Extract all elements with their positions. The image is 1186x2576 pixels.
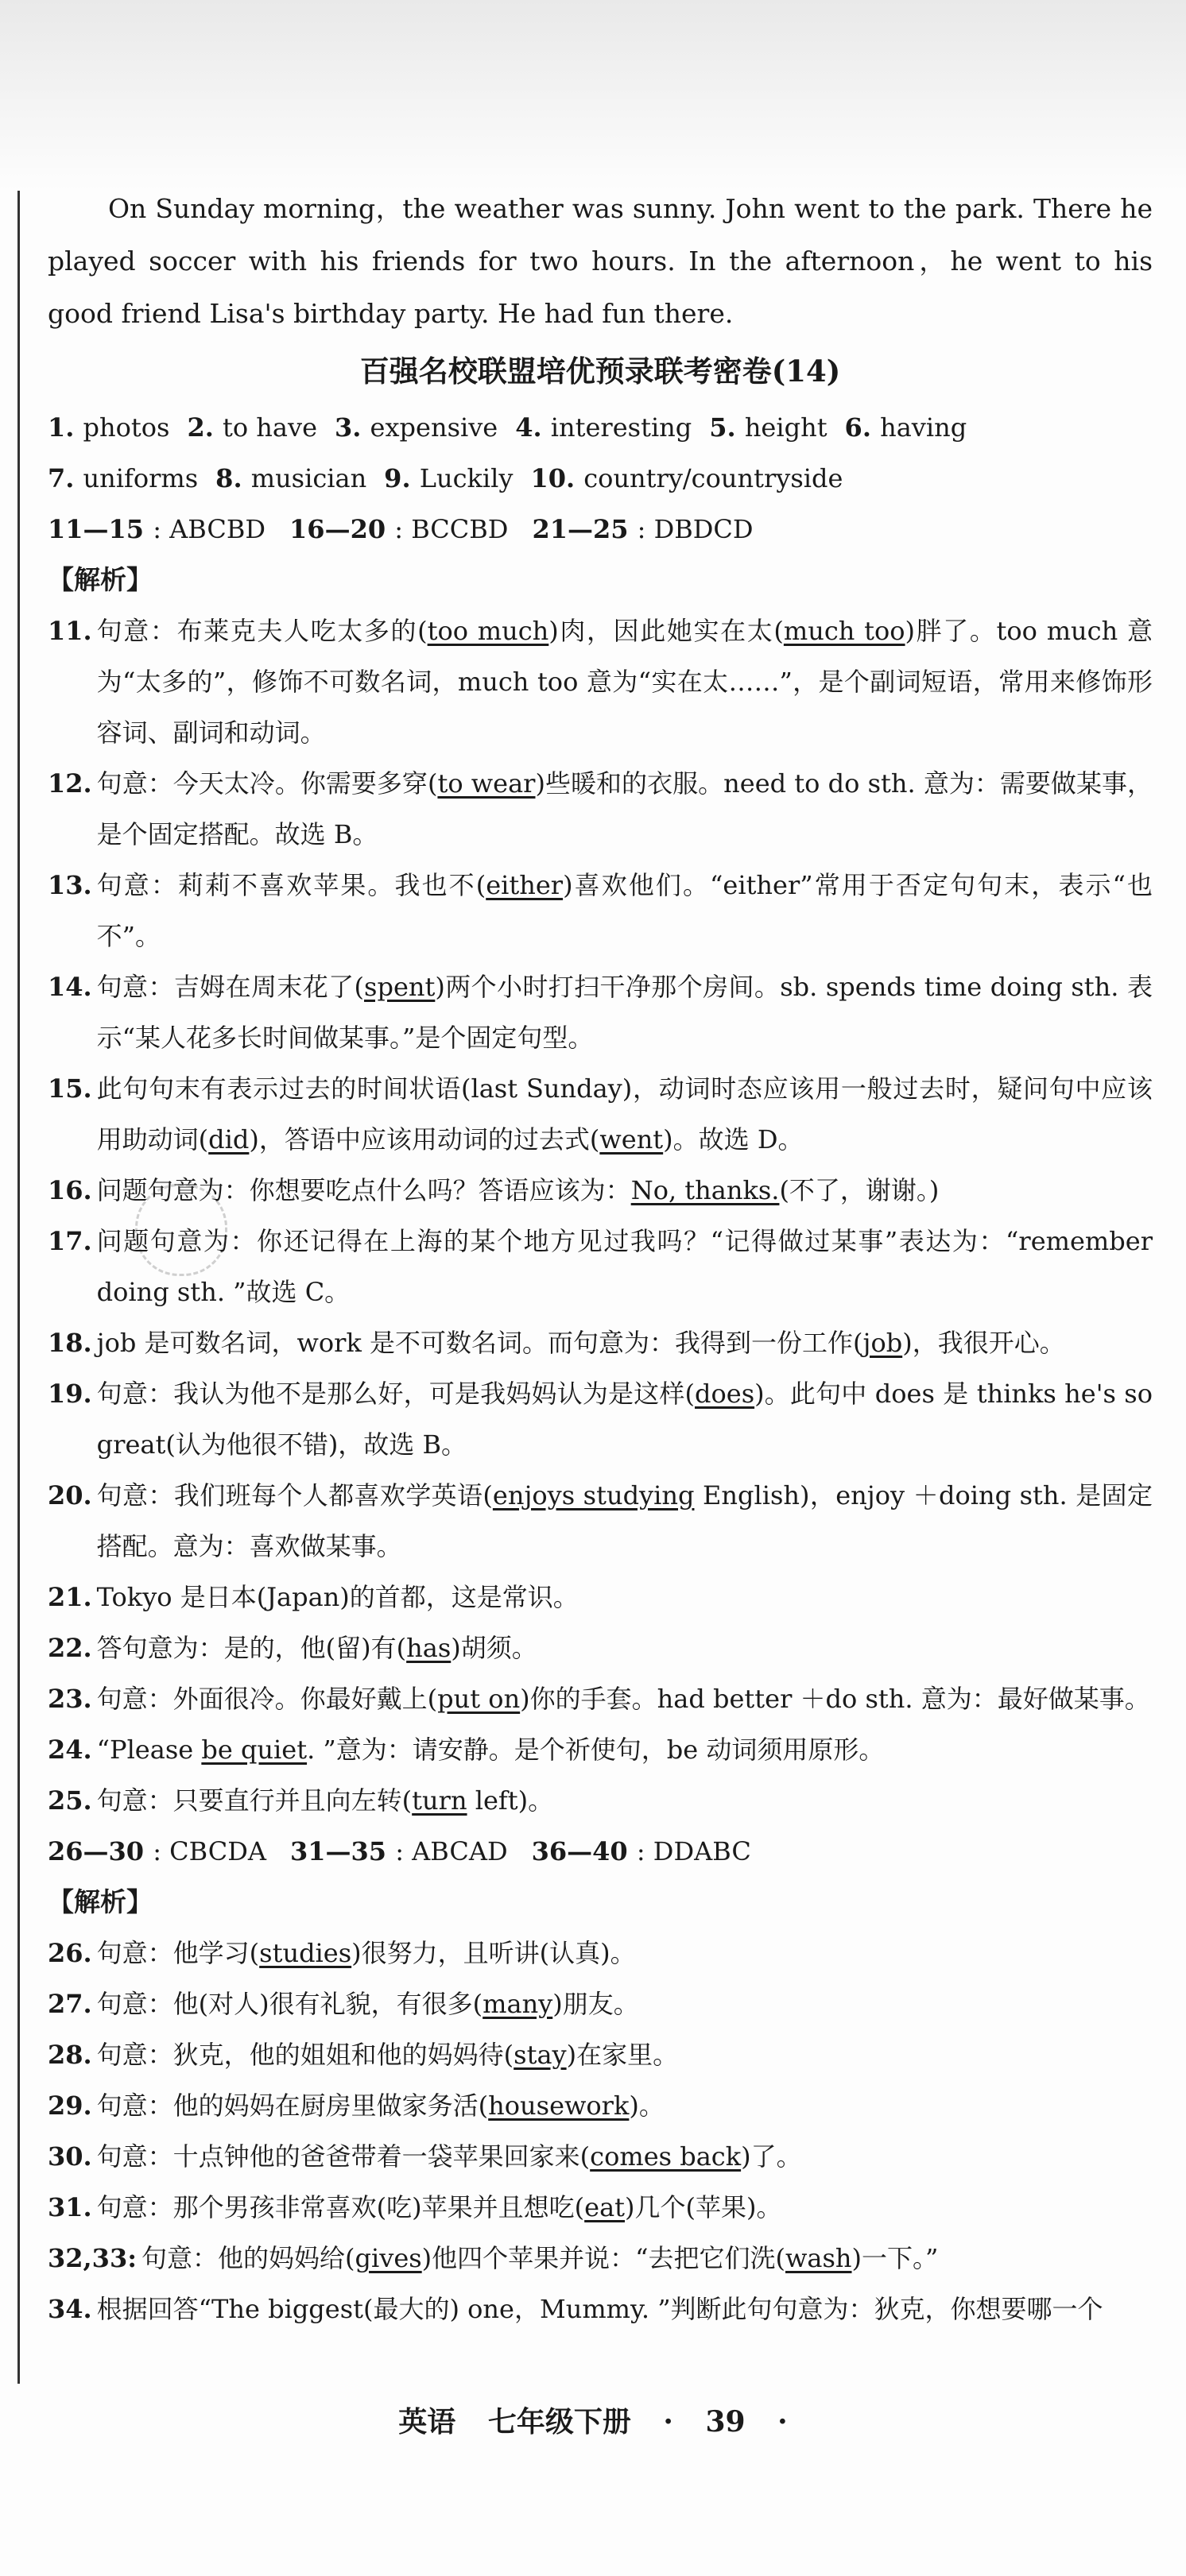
answer-number: 10. (530, 463, 584, 493)
footer-bullet: · (663, 2405, 673, 2439)
page-number: 39 (705, 2405, 746, 2439)
answer-number: 4. (515, 412, 551, 443)
answer-underline: gives (355, 2243, 422, 2273)
item-number: 28. (48, 2040, 92, 2070)
text-segment: 句意：他的妈妈在厨房里做家务活( (96, 2091, 489, 2121)
analysis-item (48, 860, 1153, 961)
text-segment: 句意：莉莉不喜欢苹果。我也不( (96, 870, 486, 900)
analysis-item (48, 1724, 1153, 1775)
text-segment: )很努力，且听讲(认真)。 (351, 1938, 636, 1968)
answer-text: : DDABC (636, 1836, 751, 1866)
mc-answers-row-1 (48, 504, 1153, 555)
item-number: 32,33: (48, 2243, 138, 2273)
item-text (97, 2182, 1153, 2233)
item-text (97, 1623, 1153, 1673)
item-text (97, 1673, 1153, 1724)
item-number: 30. (48, 2141, 92, 2172)
item-text (97, 860, 1153, 961)
text-segment: 句意：他(对人)很有礼貌，有很多( (96, 1989, 483, 2019)
intro-paragraph: On Sunday morning，the weather was sunny. John went to the park. There he played soccer with his friends for two hours. In the afternoon，he went to his good friend Lisa's birthday party. He had fun there. (48, 193, 1153, 329)
text-segment: 句意：布莱克夫人吃太多的( (96, 616, 428, 646)
item-number: 14. (48, 972, 92, 1002)
answer-underline: much too (783, 616, 905, 646)
text-segment: )你的手套。had better ＋do sth. 意为：最好做某事。 (520, 1684, 1150, 1714)
item-number: 26. (48, 1938, 92, 1968)
answer-underline: has (406, 1633, 452, 1663)
analysis-item (48, 1216, 1153, 1317)
footer-grade: 七年级下册 (487, 2405, 631, 2439)
item-number: 31. (48, 2192, 92, 2222)
answer-text: photos (83, 412, 170, 443)
answer-item (709, 412, 827, 443)
text-segment: 句意：他学习( (96, 1938, 260, 1968)
answer-item (532, 1836, 751, 1866)
analysis-item (48, 1673, 1153, 1724)
answer-underline: housework (488, 2091, 630, 2121)
item-text (97, 1216, 1153, 1317)
answer-text: interesting (550, 412, 692, 443)
analysis-item (48, 2131, 1153, 2182)
answer-number: 5. (709, 412, 745, 443)
text-segment: )他四个苹果并说：“去把它们洗( (421, 2243, 786, 2273)
answer-text: : CBCDA (153, 1836, 266, 1866)
item-number: 16. (48, 1175, 92, 1205)
answer-underline: wash (785, 2243, 852, 2273)
analysis-item (48, 1775, 1153, 1826)
item-text (97, 1572, 1153, 1623)
answer-text: country/countryside (583, 463, 843, 493)
analysis-item (48, 2029, 1153, 2080)
text-segment: )两个小时打扫干净那个房间。sb. spends time doing sth. 表示“某人花多长时间做某事。”是个固定句型。 (96, 972, 1153, 1053)
analysis-item (48, 1368, 1153, 1470)
text-segment: )胖了。too much 意为“太多的”，修饰不可数名词，much too 意为“实在太……”，是个副词短语，常用来修饰形容词、副词和动词。 (96, 616, 1153, 748)
text-segment: )肉，因此她实在太( (548, 616, 784, 646)
answer-number: 36—40 (531, 1836, 637, 1866)
answer-underline: No, thanks. (630, 1175, 780, 1205)
text-segment: 问题句意为：你还记得在上海的某个地方见过我吗？“记得做过某事”表达为：“remember doing sth. ”故选 C。 (96, 1226, 1153, 1307)
analysis-item (48, 1063, 1153, 1165)
answer-item (187, 412, 317, 443)
text-segment: . ”意为：请安静。是个祈使句，be 动词须用原形。 (307, 1735, 885, 1765)
analysis-item (48, 2284, 1153, 2334)
text-segment: job 是可数名词，work 是不可数名词。而句意为：我得到一份工作( (96, 1328, 863, 1358)
answer-number: 21—25 (532, 514, 638, 544)
text-segment: )喜欢他们。“either”常用于否定句句末，表示“也不”。 (96, 870, 1153, 951)
answer-underline: studies (259, 1938, 352, 1968)
answer-underline: put on (437, 1684, 521, 1714)
item-text (97, 1775, 1153, 1826)
content (48, 183, 1153, 2334)
answer-number: 11—15 (48, 514, 153, 544)
page-footer (0, 2400, 1186, 2440)
item-number: 19. (48, 1379, 92, 1409)
item-text (97, 1978, 1153, 2029)
answer-number: 2. (187, 412, 223, 443)
answer-underline: job (862, 1328, 903, 1358)
text-segment: 句意：吉姆在周末花了( (96, 972, 365, 1002)
text-segment: )。此句中 does 是 thinks he's so great(认为他很不错)，故选 B。 (96, 1379, 1153, 1460)
answer-item (48, 514, 265, 544)
text-segment: 根据回答“The biggest(最大的) one，Mummy. ”判断此句句意为：狄克，你想要哪一个 (96, 2294, 1103, 2324)
text-segment: 此句句末有表示过去的时间状语(last Sunday)，动词时态应该用一般过去时，疑问句中应该用助动词( (96, 1073, 1153, 1155)
item-number: 34. (48, 2294, 92, 2324)
answer-item (530, 463, 843, 493)
text-segment: Tokyo 是日本(Japan)的首都，这是常识。 (96, 1582, 579, 1612)
mc-answers-row-2 (48, 1826, 1153, 1877)
text-segment: )，我很开心。 (902, 1328, 1065, 1358)
answer-item (48, 1836, 266, 1866)
text-segment: 句意：十点钟他的爸爸带着一袋苹果回家来( (96, 2141, 591, 2172)
section-title: 百强名校联盟培优预录联考密卷(14) (359, 354, 841, 389)
analysis-item (48, 2080, 1153, 2131)
analysis-item (48, 1572, 1153, 1623)
answer-item (290, 1836, 508, 1866)
answer-underline: did (208, 1124, 250, 1155)
item-number: 22. (48, 1633, 92, 1663)
answer-text: having (880, 412, 967, 443)
footer-bullet: · (777, 2405, 788, 2439)
answer-item (515, 412, 692, 443)
item-number: 15. (48, 1073, 92, 1104)
text-segment: English)，enjoy ＋doing sth. 是固定搭配。意为：喜欢做某事。 (96, 1480, 1153, 1561)
answer-underline: to wear (437, 768, 536, 799)
analysis-item (48, 1623, 1153, 1673)
answer-underline: spent (364, 972, 436, 1002)
answer-underline: stay (514, 2040, 567, 2070)
answer-text: height (744, 412, 827, 443)
item-text (97, 2080, 1153, 2131)
item-text (97, 2029, 1153, 2080)
text-segment: )了。 (741, 2141, 802, 2172)
answer-item (532, 514, 753, 544)
text-segment: (不了，谢谢。) (779, 1175, 940, 1205)
item-text (97, 961, 1153, 1063)
analysis-item (48, 1978, 1153, 2029)
answer-text: : DBDCD (637, 514, 754, 544)
item-text (97, 1317, 1153, 1368)
answer-item (215, 463, 366, 493)
answer-number: 3. (335, 412, 370, 443)
text-segment: 句意：那个男孩非常喜欢(吃)苹果并且想吃( (96, 2192, 585, 2222)
answer-text: Luckily (419, 463, 514, 493)
text-segment: left)。 (467, 1785, 554, 1816)
text-segment: )，答语中应该用动词的过去式( (249, 1124, 600, 1155)
answer-number: 31—35 (290, 1836, 396, 1866)
analysis-item (48, 2233, 1153, 2284)
item-text (141, 2233, 1153, 2284)
text-segment: )一下。” (851, 2243, 939, 2273)
text-segment: 句意：只要直行并且向左转( (96, 1785, 413, 1816)
item-number: 21. (48, 1582, 92, 1612)
answer-item (845, 412, 967, 443)
answer-number: 1. (48, 412, 83, 443)
item-text (97, 758, 1153, 860)
answer-number: 16—20 (289, 514, 395, 544)
answer-number: 6. (844, 412, 881, 443)
item-text (97, 2284, 1153, 2334)
answer-number: 7. (48, 463, 83, 493)
analysis-item (48, 1470, 1153, 1572)
item-text (97, 1063, 1153, 1165)
item-text (97, 1724, 1153, 1775)
text-segment: )几个(苹果)。 (625, 2192, 782, 2222)
analysis-item (48, 1317, 1153, 1368)
item-text (97, 2131, 1153, 2182)
answer-underline: does (695, 1379, 755, 1409)
text-segment: )。故选 D。 (663, 1124, 804, 1155)
analysis-list-2 (48, 1928, 1153, 2334)
answer-item (48, 412, 169, 443)
item-text (97, 1165, 1153, 1216)
answer-text: expensive (370, 412, 498, 443)
margin-rule (17, 191, 20, 2384)
answer-text: musician (250, 463, 367, 493)
text-segment: 句意：我认为他不是那么好，可是我妈妈认为是这样( (96, 1379, 695, 1409)
answer-item (335, 412, 498, 443)
analysis-item (48, 1165, 1153, 1216)
analysis-item (48, 605, 1153, 758)
text-segment: )胡须。 (451, 1633, 537, 1663)
analysis-heading-2: 【解析】 (48, 1886, 153, 1917)
analysis-item (48, 1928, 1153, 1978)
item-text (97, 1368, 1153, 1470)
text-segment: 句意：狄克，他的姐姐和他的妈妈待( (96, 2040, 514, 2070)
answers-row-2 (48, 453, 1153, 504)
text-segment: )。 (629, 2091, 665, 2121)
text-segment: 句意：今天太冷。你需要多穿( (96, 768, 438, 799)
answer-item (48, 463, 198, 493)
item-text (97, 605, 1153, 758)
item-number: 25. (48, 1785, 92, 1816)
item-number: 29. (48, 2091, 92, 2121)
text-segment: 句意：我们班每个人都喜欢学英语( (96, 1480, 493, 1510)
answer-underline: too much (427, 616, 549, 646)
answer-text: : ABCAD (395, 1836, 508, 1866)
item-number: 12. (48, 768, 92, 799)
analysis-item (48, 758, 1153, 860)
answer-text: uniforms (83, 463, 199, 493)
answer-item (289, 514, 508, 544)
text-segment: 句意：他的妈妈给( (141, 2243, 355, 2273)
analysis-list-1 (48, 605, 1153, 1826)
answer-text: to have (223, 412, 317, 443)
answer-underline: be quiet (201, 1735, 308, 1765)
analysis-item (48, 961, 1153, 1063)
item-number: 24. (48, 1735, 92, 1765)
item-text (97, 1928, 1153, 1978)
item-number: 20. (48, 1480, 92, 1510)
answer-underline: eat (584, 2192, 626, 2222)
answer-underline: enjoys studying (492, 1480, 695, 1510)
answer-text: : BCCBD (394, 514, 509, 544)
answer-underline: many (483, 1989, 553, 2019)
item-number: 17. (48, 1226, 92, 1256)
item-number: 13. (48, 870, 92, 900)
analysis-item (48, 2182, 1153, 2233)
top-shade (0, 0, 1186, 191)
answer-number: 8. (215, 463, 251, 493)
text-segment: )在家里。 (566, 2040, 679, 2070)
answer-text: : ABCBD (153, 514, 266, 544)
text-segment: “Please (96, 1735, 202, 1765)
answer-underline: either (486, 870, 564, 900)
text-segment: )些暖和的衣服。need to do sth. 意为：需要做某事，是个固定搭配。故选 B。 (96, 768, 1153, 849)
item-number: 23. (48, 1684, 92, 1714)
analysis-heading-1: 【解析】 (48, 564, 153, 595)
answer-number: 9. (384, 463, 420, 493)
footer-subject: 英语 (398, 2405, 456, 2439)
answer-number: 26—30 (48, 1836, 153, 1866)
answers-row-1 (48, 402, 1153, 453)
item-number: 27. (48, 1989, 92, 2019)
item-number: 11. (48, 616, 92, 646)
text-segment: 问题句意为：你想要吃点什么吗？答语应该为： (96, 1175, 631, 1205)
answer-underline: went (599, 1124, 664, 1155)
answer-item (384, 463, 513, 493)
item-number: 18. (48, 1328, 92, 1358)
item-text (97, 1470, 1153, 1572)
text-segment: 句意：外面很冷。你最好戴上( (96, 1684, 438, 1714)
text-segment: 答句意为：是的，他(留)有( (96, 1633, 407, 1663)
answer-underline: turn (412, 1785, 467, 1816)
text-segment: )朋友。 (552, 1989, 639, 2019)
answer-underline: comes back (590, 2141, 742, 2172)
